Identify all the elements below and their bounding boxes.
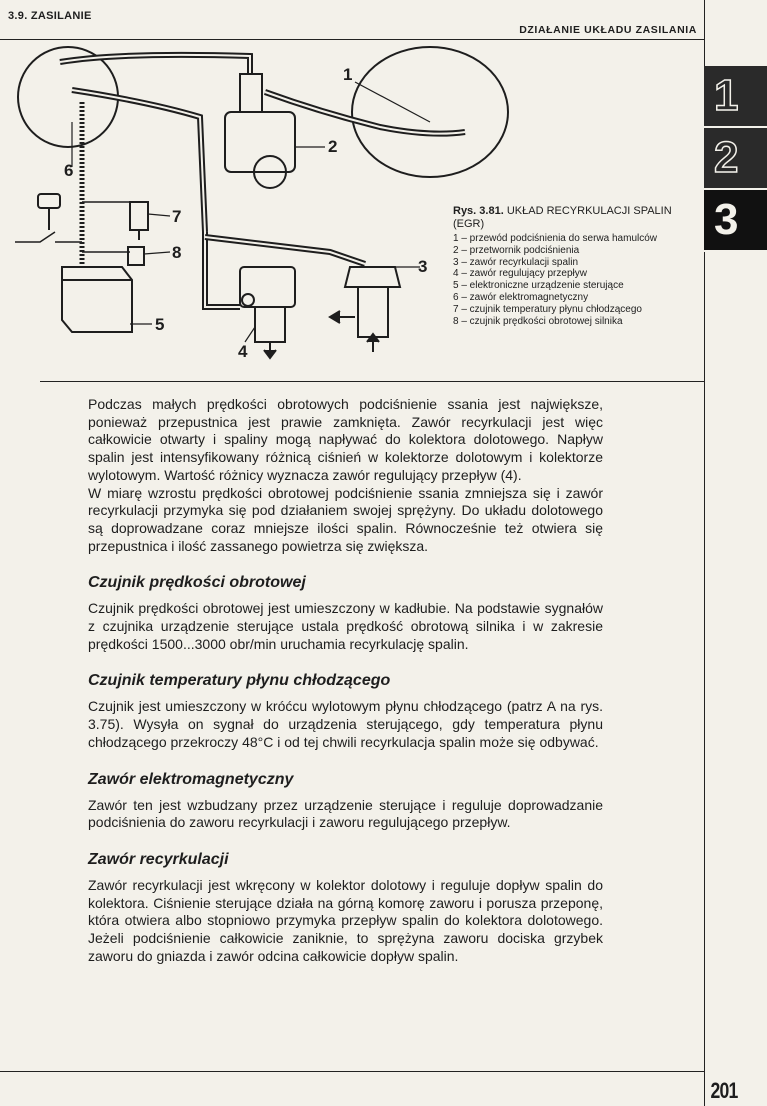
legend-item: 6 – zawór elektromagnetyczny	[453, 291, 589, 303]
paragraph: W miarę wzrostu prędkości obrotowej podciśnienie ssania zmniejsza się i zawór recyrkulacji przymyka się pod działaniem swojej sprężyny. Do układu dolotowego są doprowadzane coraz mniejsze ilości spalin. Równocześnie też otwiera się przepustnica i ilość zassanego powietrza się zwiększa.	[88, 484, 603, 554]
paragraph: Czujnik jest umieszczony w króćcu wylotowym płynu chłodzącego (patrz A na rys. 3.75). Wysyła on sygnał do urządzenia sterującego, gdy temperatura płynu chłodzącego przekroczy 48°C i od tej chwili recyrkulacja spalin może się odbywać.	[88, 698, 603, 750]
figure-label-5: 5	[155, 315, 165, 334]
paragraph: Zawór ten jest wzbudzany przez urządzenie sterujące i reguluje doprowadzanie podciśnienia do zaworu recyrkulacji i zaworu regulującego przepływ.	[88, 796, 603, 831]
figure-label-7: 7	[172, 207, 182, 226]
legend-item: 7 – czujnik temperatury płynu chłodzącego	[453, 303, 642, 315]
figure-label-4: 4	[238, 342, 248, 361]
side-tab-2[interactable]: 2	[704, 128, 767, 190]
legend-item: 8 – czujnik prędkości obrotowej silnika	[453, 315, 623, 327]
figure-label-3: 3	[418, 257, 428, 276]
figure-label-8: 8	[172, 243, 182, 262]
figure-label-2: 2	[328, 137, 338, 156]
side-tab-1[interactable]: 1	[704, 66, 767, 128]
side-tab-3[interactable]: 3	[704, 190, 767, 252]
caption-title: UKŁAD RECYRKULACJI SPALIN (EGR)	[453, 205, 672, 230]
section-heading: Zawór elektromagnetyczny	[88, 770, 294, 788]
legend-item: 3 – zawór recyrkulacji spalin	[453, 256, 579, 268]
legend-item: 5 – elektroniczne urządzenie sterujące	[453, 280, 624, 292]
figure-label-6: 6	[64, 161, 74, 180]
page-number: 201	[710, 1078, 738, 1103]
figure-rule	[40, 381, 704, 382]
header-rule	[0, 39, 704, 40]
caption-number: Rys. 3.81.	[453, 205, 504, 217]
detail-circle-right	[352, 47, 508, 177]
legend-item: 4 – zawór regulujący przepływ	[453, 268, 587, 280]
footer-rule	[0, 1071, 704, 1072]
paragraph: Zawór recyrkulacji jest wkręcony w kolektor dolotowy i reguluje dopływ spalin do kolektora. Ciśnienie sterujące działa na górną komorę zaworu i porusza przeponę, która otwiera albo stopniowo przymyka przepływ spalin do kolektora dolotowego. Jeżeli podciśnienie całkowicie zaniknie, to sprężyna zaworu dociska grzybek zaworu do gniazda i zawór odcina całkowicie dopływ spalin.	[88, 876, 603, 964]
legend-item: 2 – przetwornik podciśnienia	[453, 244, 580, 256]
caption-legend	[453, 233, 698, 327]
figure-label-1: 1	[343, 65, 353, 84]
section-header: 3.9. ZASILANIE	[8, 10, 92, 22]
section-heading: Czujnik temperatury płynu chłodzącego	[88, 672, 391, 690]
chapter-header: DZIAŁANIE UKŁADU ZASILANIA	[519, 24, 697, 36]
paragraph: Czujnik prędkości obrotowej jest umieszczony w kadłubie. Na podstawie sygnałów z czujnika urządzenie sterujące ustala prędkość obrotową silnika i w zakresie prędkości 1500...3000 obr/min uruchamia recyrkulację spalin.	[88, 600, 603, 652]
legend-item: 1 – przewód podciśnienia do serwa hamulców	[453, 233, 658, 244]
paragraph: Podczas małych prędkości obrotowych podciśnienie ssania jest największe, ponieważ przepustnica jest prawie zamknięta. Zawór recyrkulacji jest więc całkowicie otwarty i spaliny mogą napływać do kolektora dolotowego. Napływ spalin jest intensyfikowany różnicą ciśnień w kolektorze dolotowym i kolektorze wylotowym. Wartość różnicy wyznacza zawór regulujący przepływ (4).	[88, 396, 603, 483]
section-heading: Czujnik prędkości obrotowej	[88, 574, 306, 592]
body-text	[88, 396, 603, 965]
figure-caption	[453, 205, 698, 327]
section-heading: Zawór recyrkulacji	[88, 850, 229, 868]
